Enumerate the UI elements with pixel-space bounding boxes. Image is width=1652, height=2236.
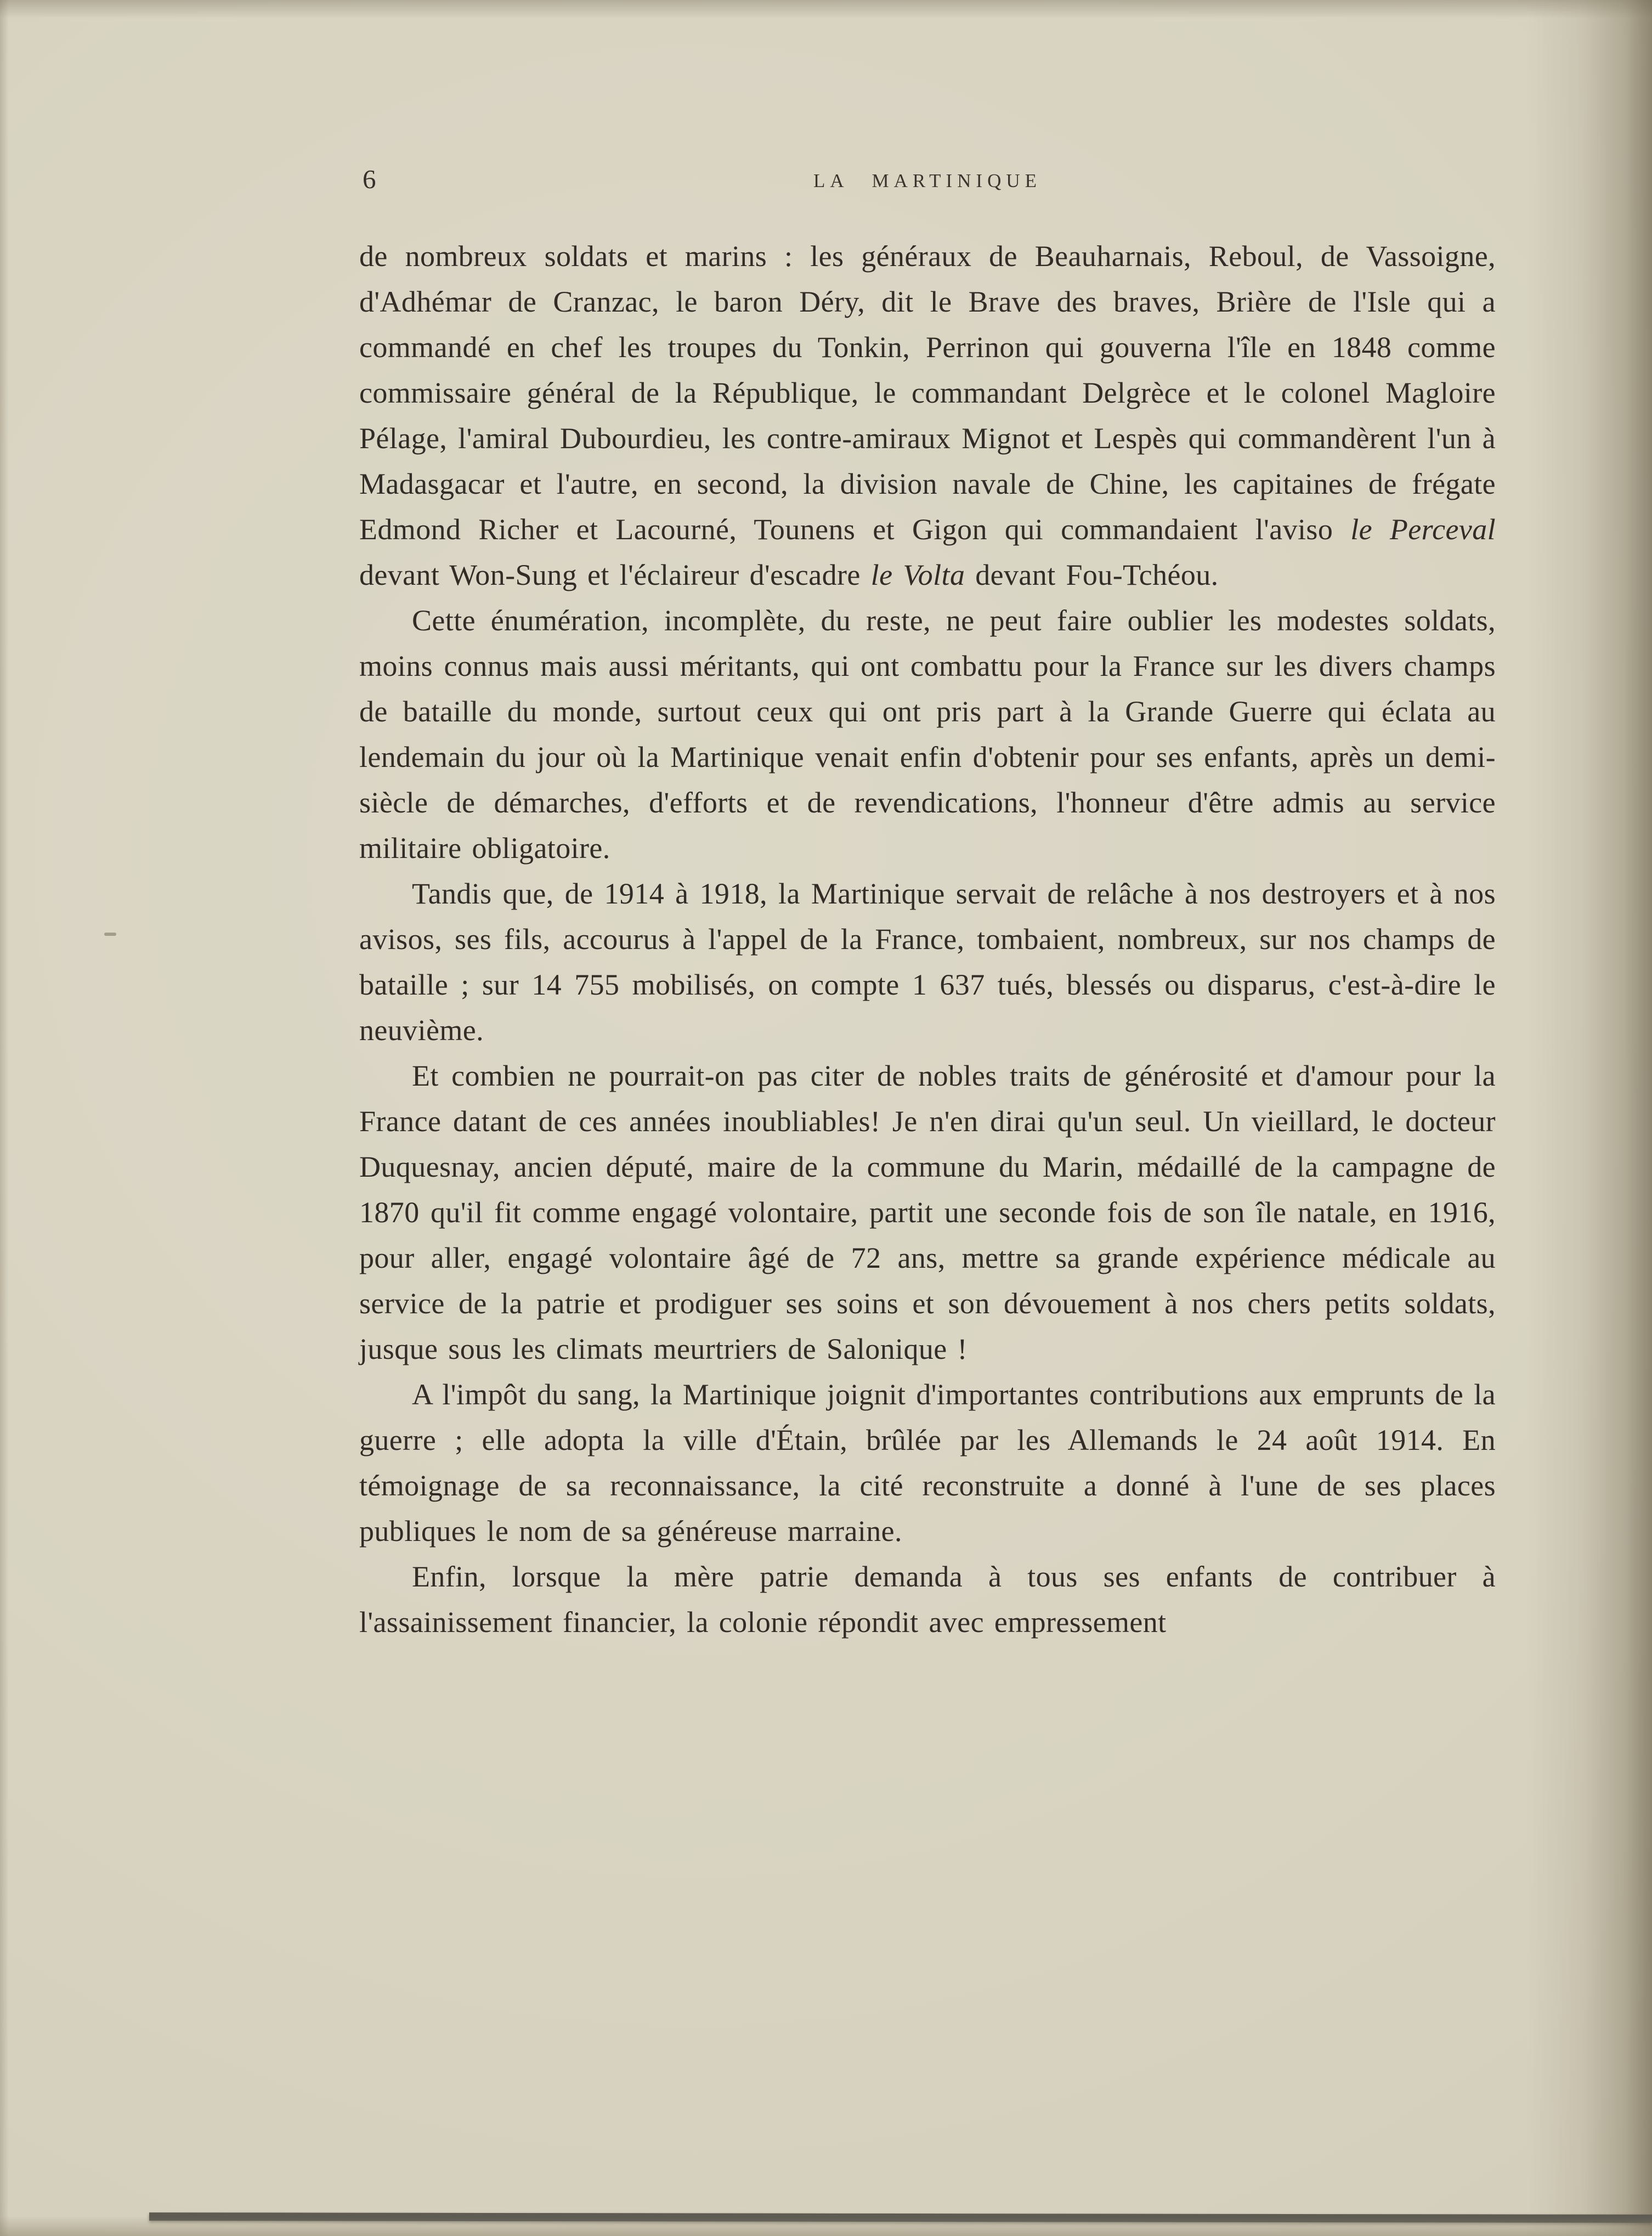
page-number: 6 (363, 164, 376, 194)
text-segment: de nombreux soldats et marins : les généraux de Beauharnais, Reboul, de Vassoigne, d'Adhémar de Cranzac, le baron Déry, dit le Brave des braves, Brière de l'Isle qui a commandé en chef les troupes du Tonkin, Perrinon qui gouverna l'île en 1848 comme commissaire général de la République, le commandant Delgrèce et le colonel Magloire Pélage, l'amiral Dubourdieu, les contre-amiraux Mignot et Lespès qui commandèrent l'un à Madasgacar et l'autre, en second, la division navale de Chine, les capitaines de frégate Edmond Richer et Lacourné, Tounens et Gigon qui commandaient l'aviso (359, 240, 1496, 546)
paragraph: Tandis que, de 1914 à 1918, la Martinique servait de relâche à nos destroyers et à nos avisos, ses fils, accourus à l'appel de la France, tombaient, nombreux, sur nos champs de bataille ; sur 14 755 mobilisés, on compte 1 637 tués, blessés ou disparus, c'est-à-dire le neuvième. (359, 877, 1496, 1047)
page-edge-bottom-shadow (0, 2216, 1652, 2236)
page-edge-right-shadow (1526, 0, 1652, 2236)
running-header: LA MARTINIQUE (813, 170, 1042, 191)
paragraph (359, 234, 1496, 598)
page-edge-top-shadow (0, 0, 1652, 19)
page-header (359, 163, 1496, 202)
text-segment: devant Won-Sung et l'éclaireur d'escadre (359, 558, 871, 591)
text-segment-italic: le Volta (870, 558, 965, 591)
page-edge-left-shadow (0, 0, 9, 2236)
paragraph: A l'impôt du sang, la Martinique joignit d'importantes contributions aux emprunts de la guerre ; elle adopta la ville d'Étain, brûlée par les Allemands le 24 août 1914. En témoignage de sa reconnaissance, la cité reconstruite a donné à l'une de ses places publiques le nom de sa généreuse marraine. (359, 1378, 1496, 1548)
text-segment-italic: le Perceval (1350, 513, 1496, 546)
margin-pencil-mark (104, 933, 116, 936)
body-text (359, 234, 1496, 1645)
paragraph: Cette énumération, incomplète, du reste, ne peut faire oublier les modestes soldats, moins connus mais aussi méritants, qui ont combattu pour la France sur les divers champs de bataille du monde, surtout ceux qui ont pris part à la Grande Guerre qui éclata au lendemain du jour où la Martinique venait enfin d'obtenir pour ses enfants, après un demi-siècle de démarches, d'efforts et de revendications, l'honneur d'être admis au service militaire obligatoire. (359, 604, 1496, 865)
paragraph: Enfin, lorsque la mère patrie demanda à tous ses enfants de contribuer à l'assainissement financier, la colonie répondit avec empressement (359, 1560, 1496, 1639)
text-segment: devant Fou-Tchéou. (965, 558, 1219, 591)
book-edge-line (149, 2212, 1652, 2223)
paragraph: Et combien ne pourrait-on pas citer de nobles traits de générosité et d'amour pour la France datant de ces années inoubliables! Je n'en dirai qu'un seul. Un vieillard, le docteur Duquesnay, ancien député, maire de la commune du Marin, médaillé de la campagne de 1870 qu'il fit comme engagé volontaire, partit une seconde fois de son île natale, en 1916, pour aller, engagé volontaire âgé de 72 ans, mettre sa grande expérience médicale au service de la patrie et prodiguer ses soins et son dévouement à nos chers petits soldats, jusque sous les climats meurtriers de Salonique ! (359, 1059, 1496, 1365)
